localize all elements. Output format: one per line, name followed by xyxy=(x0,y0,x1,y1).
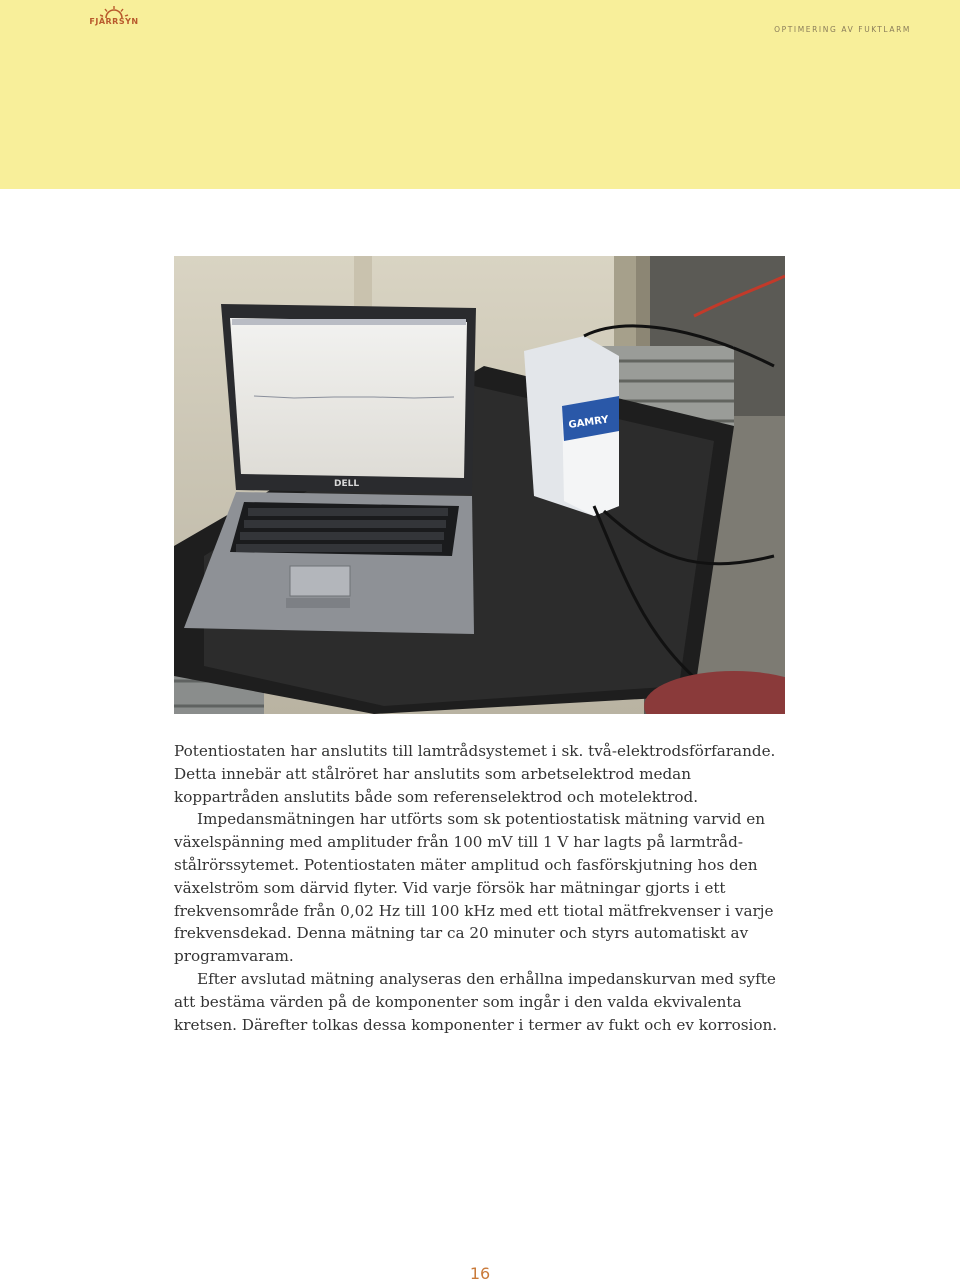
logo-text: FJÄRRSYN xyxy=(89,17,139,26)
paragraph-1: Potentiostaten har anslutits till lamtrådsystemet i sk. två-elektrodsförfarande. Detta innebär att stålröret har anslutits som arbetselektrod medan koppartråden anslutits både som referenselektrod och motelektrod. xyxy=(174,742,776,806)
header-band xyxy=(0,0,960,189)
section-label: OPTIMERING AV FUKTLARM xyxy=(774,25,911,34)
equipment-photo xyxy=(174,256,785,714)
paragraph-3: Efter avslutad mätning analyseras den erhållna impedanskurvan med syfte att bestäma värden på de komponenter som ingår i den valda ekvivalenta kretsen. Därefter tolkas dessa komponenter i termer av fukt och ev korrosion. xyxy=(174,969,778,1034)
fjarrsyn-logo xyxy=(88,4,140,30)
page-number: 16 xyxy=(469,1264,491,1283)
photo-illustration xyxy=(174,256,785,714)
instrument-brand: GAMRY xyxy=(567,414,610,431)
paragraph-2: Impedansmätningen har utförts som sk potentiostatisk mätning varvid en växelspänning med amplituder från 100 mV till 1 V har lagts på larmtråd-stålrörssytemet. Potentiostaten mäter amplitud och fasförskjutning hos den växelström som därvid flyter. Vid varje försök har mätningar gjorts i ett frekvensområde från 0,02 Hz till 100 kHz med ett tiotal mätfrekvenser i varje frekvensdekad. Denna mätning tar ca 20 minuter och styrs automatiskt av programvaram. xyxy=(174,810,774,966)
laptop-brand: DELL xyxy=(334,479,360,489)
body-text xyxy=(174,740,794,1036)
